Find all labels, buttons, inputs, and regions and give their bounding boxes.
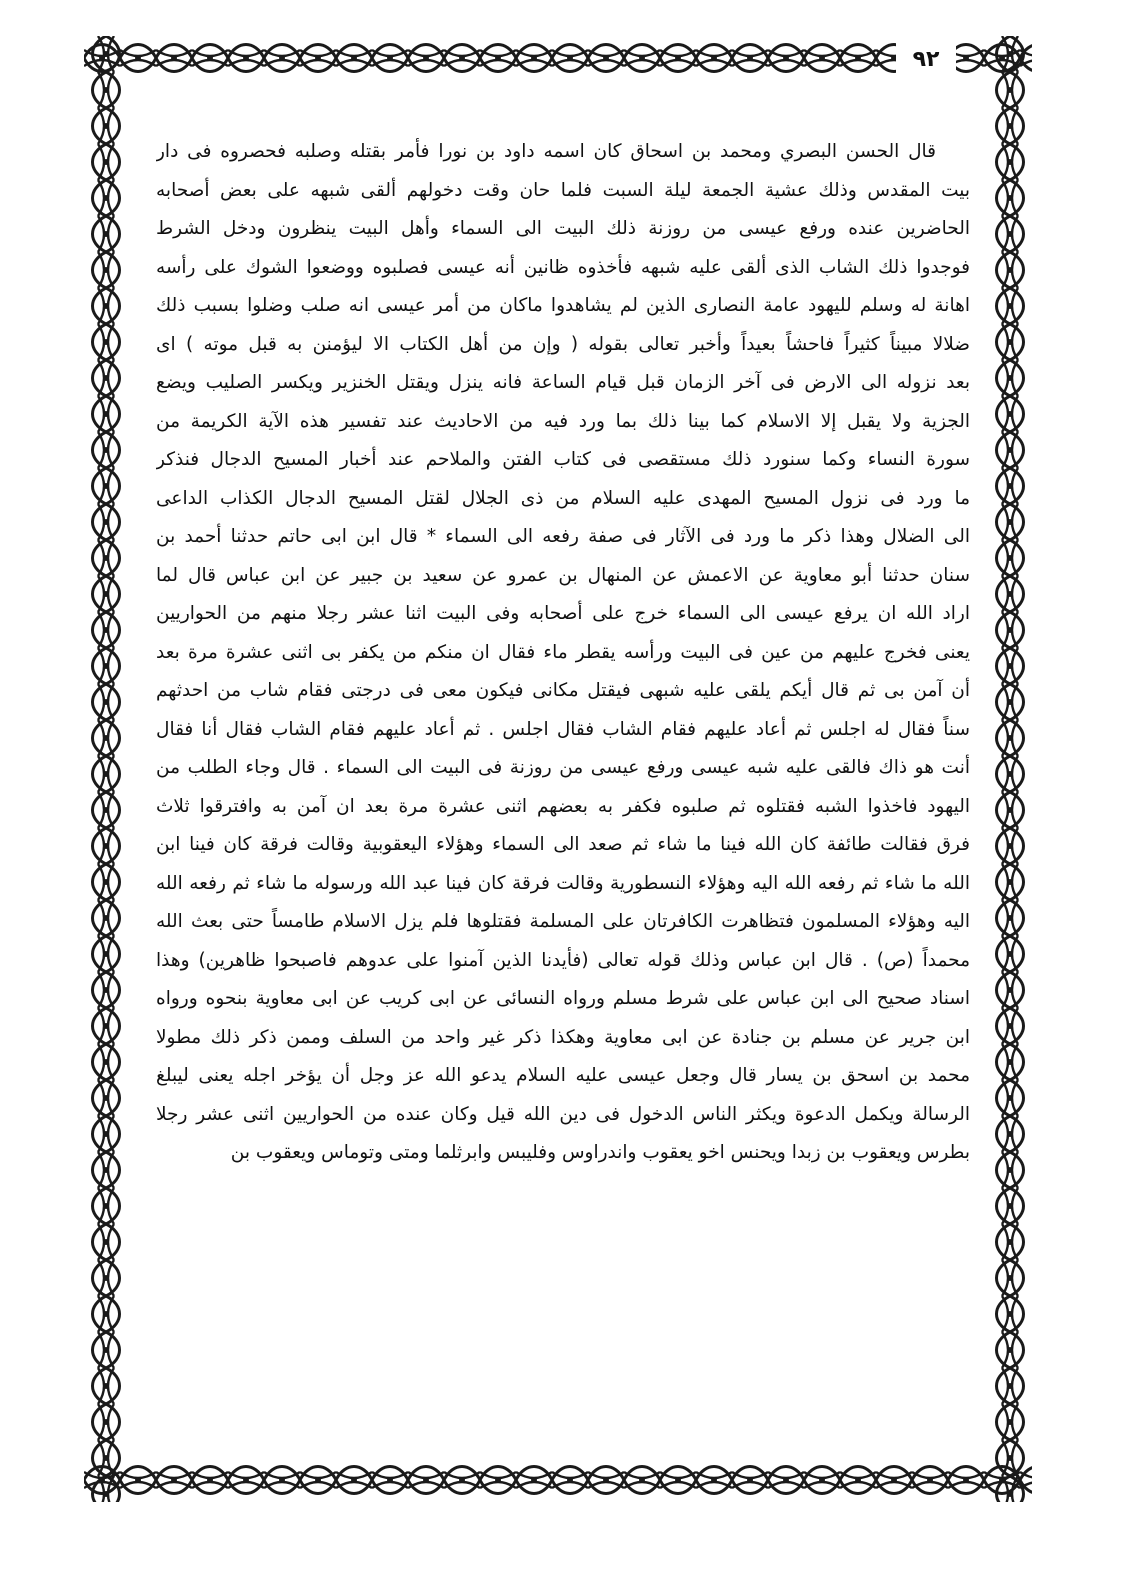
page-number: ٩٢ [896,40,956,80]
text-line: بيت المقدس وذلك عشية الجمعة ليلة السبت فلما حان وقت دخولهم ألقى شبهه على بعض أصحابه [156,179,970,201]
text-line: الى الضلال وهذا ذكر ما ورد فى الآثار فى صفة رفعه الى السماء * قال ابن ابى حاتم حدثنا أحمد بن [156,526,970,547]
text-line: محمداً (ص) . قال ابن عباس وذلك قوله تعالى (فأيدنا الذين آمنوا على عدوهم فاصبحوا ظاهرين) وهذا [156,949,970,971]
body-text [156,133,970,1393]
text-line: أن آمن بى ثم قال أيكم يلقى عليه شبهى فيقتل مكانى فيكون معى فى درجتى فقام شاب من احدثهم [156,680,970,701]
text-line: فرق فقالت طائفة كان الله فينا ما شاء ثم صعد الى السماء وهؤلاء اليعقوبية وقالت فرقة كان فينا ابن [156,834,970,855]
text-line: الحاضرين عنده ورفع عيسى من روزنة ذلك البيت الى السماء وأهل البيت ينظرون ودخل الشرط [156,218,970,239]
text-line: أنت هو ذاك فالقى عليه شبه عيسى ورفع عيسى من روزنة فى البيت الى السماء . قال وجاء الطلب من [156,757,970,778]
text-line: سورة النساء وكما سنورد ذلك مستقصى فى كتاب الفتن والملاحم عند أخبار المسيح الدجال فنذكر [156,449,970,470]
text-line: سنان حدثنا أبو معاوية عن الاعمش عن المنهال بن عمرو عن سعيد بن جبير عن ابن عباس قال لما [156,564,970,586]
text-line: الله ما شاء ثم رفعه الله اليه وهؤلاء النسطورية وقالت فرقة كان فينا عبد الله ورسوله ما شاء ثم رفعه الله [156,872,970,894]
text-line: اليه وهؤلاء المسلمون فتظاهرت الكافرتان على المسلمة فقتلوها فلم يزل الاسلام طامساً حتى بعث الله [156,911,970,932]
text-line: اسناد صحيح الى ابن عباس على شرط مسلم ورواه النسائى عن ابى كريب عن ابى معاوية بنحوه ورواه [156,988,970,1009]
text-line: اليهود فاخذوا الشبه فقتلوه ثم صلبوه فكفر به بعضهم اثنى عشرة مرة بعد ان آمن به وافترقوا ثلاث [156,795,970,817]
text-line: قال الحسن البصري ومحمد بن اسحاق كان اسمه داود بن نورا فأمر بقتله وصلبه فحصروه فى دار [156,141,936,162]
text-line: ما ورد فى نزول المسيح المهدى عليه السلام من ذى الجلال لقتل المسيح الدجال الكذاب الداعى [156,487,970,509]
border-top-band [84,36,1032,80]
text-line: الرسالة ويكمل الدعوة ويكثر الناس الدخول فى دين الله قيل وكان عنده من الحواريين اثنى عشر رجلا [156,1103,970,1125]
text-line: اهانة له وسلم لليهود عامة النصارى الذين لم يشاهدوا ماكان من أمر عيسى انه صلب وضلوا بسبب ذلك [156,295,970,316]
text-line: سناً فقال له اجلس ثم أعاد عليهم فقام الشاب فقال اجلس . ثم أعاد عليهم فقام الشاب فقال أنا فقال [156,718,970,740]
text-line: الجزية ولا يقبل إلا الاسلام كما بينا ذلك بما ورد فيه من الاحاديث عند تفسير هذه الآية الكريمة من [156,410,970,432]
text-line: بطرس ويعقوب بن زبدا ويحنس اخو يعقوب واندراوس وفليبس وابرثلما ومتى وتوماس ويعقوب بن [230,1142,970,1163]
text-line: يعنى فخرج عليهم من عين فى البيت ورأسه يقطر ماء فقال ان منكم من يكفر بى اثنى عشرة مرة بعد [156,641,970,663]
text-line: ضلالا مبيناً كثيراً فاحشاً بعيداً وأخبر تعالى بقوله ( وإن من أهل الكتاب الا ليؤمنن به قبل موته ) اى [156,333,970,355]
text-line: اراد الله ان يرفع عيسى الى السماء خرج على أصحابه وفى البيت اثنا عشر رجلا منهم من الحواريين [156,603,970,624]
text-line: بعد نزوله الى الارض فى آخر الزمان قبل قيام الساعة فانه ينزل ويقتل الخنزير ويكسر الصليب ويضع [156,372,970,393]
border-left-band [84,36,128,1502]
border-right-band [988,36,1032,1502]
text-line: محمد بن اسحق بن يسار قال وجعل عيسى عليه السلام يدعو الله عز وجل أن يؤخر اجله يعنى ليبلغ [156,1065,970,1086]
border-bottom-band [84,1458,1032,1502]
text-line: فوجدوا ذلك الشاب الذى ألقى عليه شبهه فأخذوه ظانين أنه عيسى فصلبوه ووضعوا الشوك على رأسه [156,256,970,278]
text-line: ابن جرير عن مسلم بن جنادة عن ابى معاوية وهكذا ذكر غير واحد من السلف وممن ذكر ذلك مطولا [156,1026,970,1048]
